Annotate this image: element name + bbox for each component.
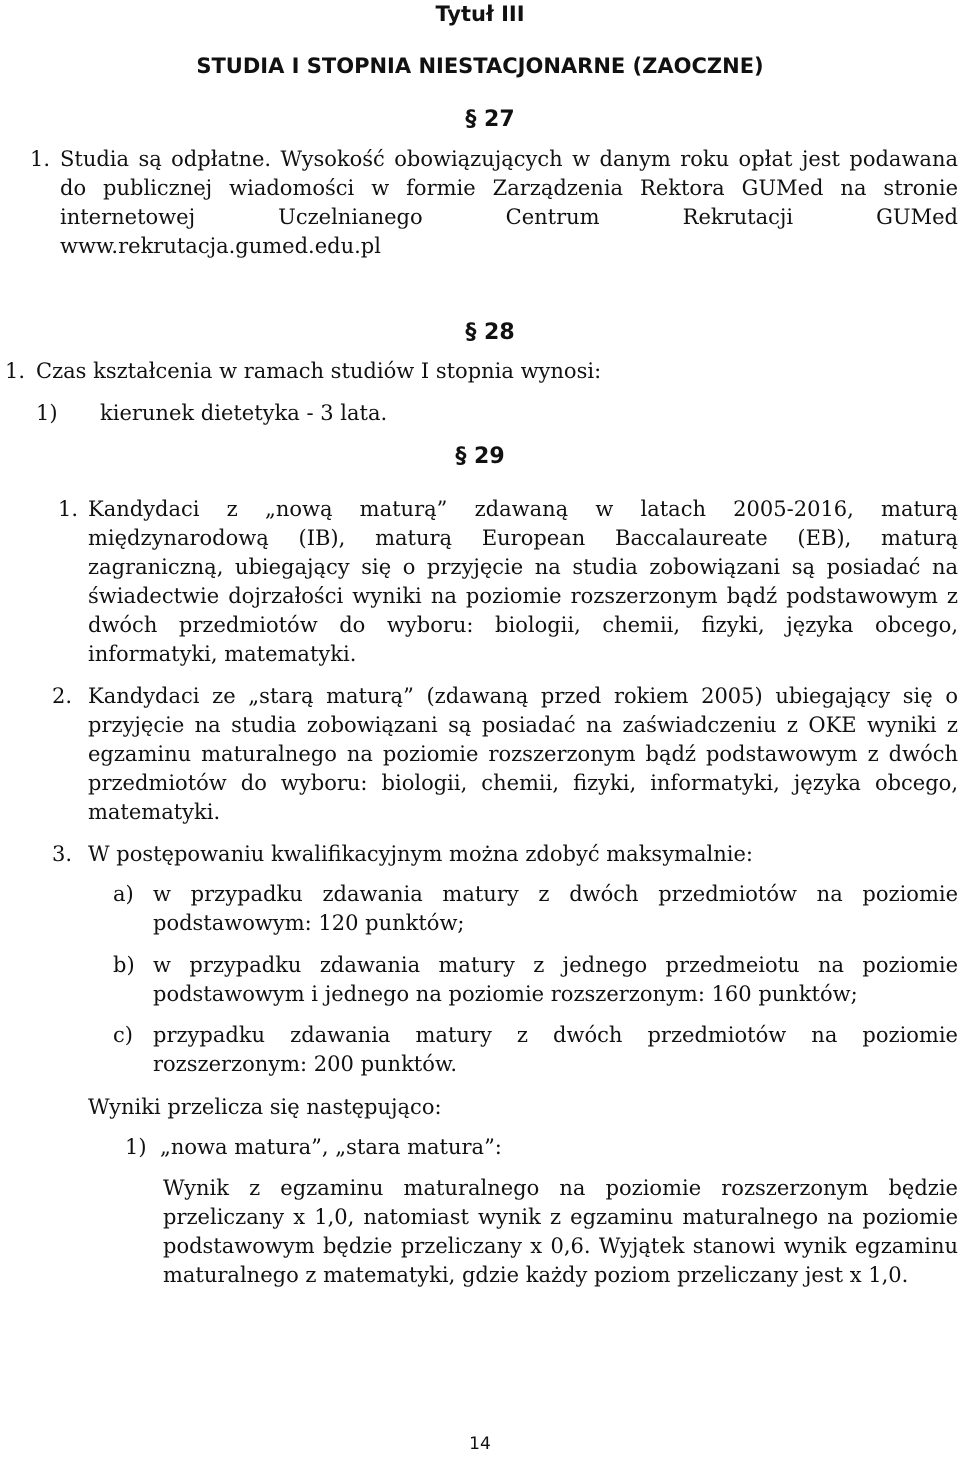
s28-item-1-text: Czas kształcenia w ramach studiów I stopnia wynosi: <box>36 359 602 383</box>
s27-item-1-text: Studia są odpłatne. Wysokość obowiązujących w danym roku opłat jest podawana do publicznej wiadomości w formie Zarządzenia Rektora GUMed na stronie internetowej Uczelnianego Centrum Rekrutacji GUMed www.rekrutacja.gumed.edu.pl <box>60 147 958 258</box>
s29-list-b-label: b) <box>113 953 135 977</box>
s29-list-a-text: w przypadku zdawania matury z dwóch przedmiotów na poziomie podstawowym: 120 punktów; <box>153 882 958 935</box>
s29-item-1-text: Kandydaci z „nową maturą” zdawaną w latach 2005-2016, maturą międzynarodową (IB), maturą European Baccalaureate (EB), maturą zagraniczną, ubiegający się o przyjęcie na studia zobowiązani są posiadać na świadectwie dojrzałości wyniki na poziomie rozszerzonym bądź podstawowym z dwóch przedmiotów do wyboru: biologii, chemii, fizyki, języka obcego, informatyki, matematyki. <box>88 497 958 666</box>
page-number: 14 <box>469 1434 491 1454</box>
section-27-heading: § 27 <box>465 107 515 132</box>
section-28-heading: § 28 <box>465 320 515 345</box>
s29-item-2-text: Kandydaci ze „starą maturą” (zdawaną przed rokiem 2005) ubiegający się o przyjęcie na studia zobowiązani są posiadać na zaświadczeniu z OKE wyniki z egzaminu maturalnego na poziomie rozszerzonym bądź podstawowym z dwóch przedmiotów do wyboru: biologii, chemii, fizyki, informatyki, języka obcego, matematyki. <box>88 684 958 824</box>
s29-item-3-number: 3. <box>52 842 73 866</box>
document-subtitle: STUDIA I STOPNIA NIESTACJONARNE (ZAOCZNE) <box>196 54 764 78</box>
calc-item-1-label: „nowa matura”, „stara matura”: <box>160 1135 502 1159</box>
s28-subitem-1-number: 1) <box>36 401 58 425</box>
s28-subitem-1-text: kierunek dietetyka - 3 lata. <box>100 401 388 425</box>
s29-list-b-text: w przypadku zdawania matury z jednego przedmeiotu na poziomie podstawowym i jednego na poziomie rozszerzonym: 160 punktów; <box>153 953 958 1006</box>
s28-item-1-number: 1. <box>5 359 26 383</box>
s29-list-c-label: c) <box>113 1023 133 1047</box>
calc-item-1-text: Wynik z egzaminu maturalnego na poziomie rozszerzonym będzie przeliczany x 1,0, natomiast wynik z egzaminu maturalnego na poziomie podstawowym będzie przeliczany x 0,6. Wyjątek stanowi wynik egzaminu maturalnego z matematyki, gdzie każdy poziom przeliczany jest x 1,0. <box>163 1176 958 1287</box>
s27-item-1-number: 1. <box>30 147 51 171</box>
document-title: Tytuł III <box>435 2 525 26</box>
s29-item-2-number: 2. <box>52 684 73 708</box>
s29-item-3-text: W postępowaniu kwalifikacyjnym można zdobyć maksymalnie: <box>88 842 753 866</box>
calc-item-1-number: 1) <box>125 1135 147 1159</box>
section-29-heading: § 29 <box>455 444 505 469</box>
s29-item-1-number: 1. <box>58 497 79 521</box>
calculation-intro: Wyniki przelicza się następująco: <box>88 1095 442 1119</box>
s29-list-c-text: przypadku zdawania matury z dwóch przedmiotów na poziomie rozszerzonym: 200 punktów. <box>153 1023 958 1076</box>
s29-list-a-label: a) <box>113 882 134 906</box>
